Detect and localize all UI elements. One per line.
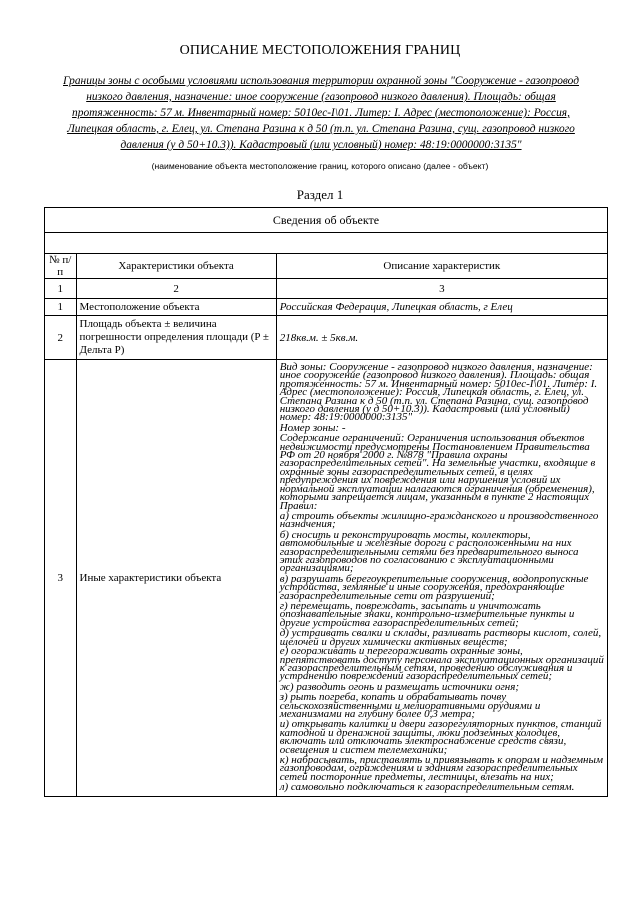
row-characteristic: Площадь объекта ± величина погрешности определения площади (P ± Дельта P) — [76, 316, 276, 360]
col-number-2: 2 — [76, 279, 276, 299]
col-number-1: 1 — [45, 279, 77, 299]
object-description: Границы зоны с особыми условиями использования территории охранной зоны "Сооружение - газопровод низкого давления, назначение: иное сооружение (газопровод низкого давления). Площадь: общая протяженность: 57 м. Инвентарный номер: 5010ec-I\01. Литер: I. Адрес (местоположение): Россия, Липецкая область, г. Елец, ул. Степана Разина к д 50 (т.п. ул. Степана Разина, сущ. газопровод низкого давления (у д 50+10.3)). Кадастровый (или условный) номер: 48:19:0000000:3135" — [63, 75, 579, 151]
section-title: Раздел 1 — [296, 187, 344, 202]
col-header-description: Описание характеристик — [276, 254, 607, 279]
characteristic-paragraph: б) сносить и реконструировать мосты, коллекторы, автомобильные и железные дороги с расположенными на них газораспределительными сетями без предварительного выноса этих газопроводов по согласованию с эксплуатационными организациями; — [279, 528, 579, 575]
characteristic-paragraph: и) открывать калитки и двери газорегуляторных пунктов, станций катодной и дренажной защиты, люки подземных колодцев, включать или отключать электроснабжение средств связи, освещения и систем телемеханики; — [279, 718, 602, 756]
characteristic-paragraph: Номер зоны: - — [279, 421, 346, 434]
object-description-caption: (наименование объекта местоположение границ, которого описано (далее - объект) — [151, 161, 489, 171]
characteristic-paragraph: л) самовольно подключаться к газораспределительным сетям. — [279, 781, 575, 794]
characteristic-paragraph: к) набрасывать, приставлять и привязывать к опорам и надземным газопроводам, ограждениям и зданиям газораспределительных сетей посторонние предметы, лестницы, влезать на них; — [279, 754, 603, 783]
table-row — [45, 316, 608, 360]
table-column-number-row — [45, 279, 608, 299]
characteristic-paragraph: в) разрушать берегоукрепительные сооружения, водопропускные устройства, земляные и иные сооружения, предохраняющие газораспределительные сети от разрушений; — [279, 572, 589, 602]
characteristic-paragraph: е) огораживать и перегораживать охранные зоны, препятствовать доступу персонала эксплуатационных организаций к газораспределительным сетям, проведению обслуживания и устранению повреждений газораспределительных сетей; — [279, 645, 604, 683]
characteristic-paragraph: а) строить объекты жилищно-гражданского и производственного назначения; — [279, 509, 599, 531]
characteristic-paragraph: г) перемещать, повреждать, засыпать и уничтожать опознавательные знаки, контрольно-измерительные пункты и другие устройства газораспределительных сетей; — [279, 599, 575, 629]
characteristic-paragraph: Вид зоны: Сооружение - газопровод низкого давления, назначение: иное сооружение (газопровод низкого давления). Площадь: общая протяженность: 57 м. Инвентарный номер: 5010ec-I\01. Литер: I. Адрес (местоположение): Россия, Липецкая область, г. Елец, ул. Степана Разина к д 50 (т.п. ул. Степана Разина, сущ. газопровод низкого давления (у д 50+10.3)). Кадастровый (или условный) номер: 48:19:0000000:3135" — [279, 361, 598, 424]
table-row — [45, 299, 608, 316]
row-description: Российская Федерация, Липецкая область, г Елец — [276, 299, 607, 316]
characteristic-paragraph: Содержание ограничений: Ограничения использования объектов недвижимости предусмотрены Постановлением Правительства РФ от 20 ноября 2000 г. №878 "Правила охраны газораспределительных сетей". На земельные участки, входящие в охранные зоны газораспределительных сетей, в целях предупреждения их повреждения или нарушения условий их нормальной эксплуатации налагаются ограничения (обременения), которыми запрещается лицам, указанным в пункте 2 настоящих Правил: — [279, 432, 596, 512]
col-number-3: 3 — [276, 279, 607, 299]
col-header-number: № п/п — [45, 254, 77, 279]
table-row — [45, 360, 608, 797]
table-empty-cell — [45, 233, 608, 254]
table-header-title: Сведения об объекте — [45, 208, 608, 233]
object-info-table — [44, 207, 608, 797]
row-characteristic: Местоположение объекта — [76, 299, 276, 316]
row-number: 3 — [45, 360, 77, 797]
row-characteristic: Иные характеристики объекта — [76, 360, 276, 797]
table-header-row — [45, 208, 608, 233]
col-header-characteristic: Характеристики объекта — [76, 254, 276, 279]
document-title: ОПИСАНИЕ МЕСТОПОЛОЖЕНИЯ ГРАНИЦ — [179, 43, 461, 58]
characteristic-paragraph: з) рыть погреба, копать и обрабатывать почву сельскохозяйственными и мелиоративными орудиями и механизмами на глубину более 0,3 метра; — [279, 691, 541, 721]
characteristic-paragraph: д) устраивать свалки и склады, разливать растворы кислот, солей, щелочей и других химически активных веществ; — [279, 627, 602, 648]
characteristic-paragraph: ж) разводить огонь и размещать источники огня; — [279, 680, 519, 693]
row-number: 2 — [45, 316, 77, 360]
table-column-header-row — [45, 254, 608, 279]
other-characteristics — [276, 360, 607, 797]
row-number: 1 — [45, 299, 77, 316]
table-empty-row — [45, 233, 608, 254]
row-description: 218кв.м. ± 5кв.м. — [276, 316, 607, 360]
